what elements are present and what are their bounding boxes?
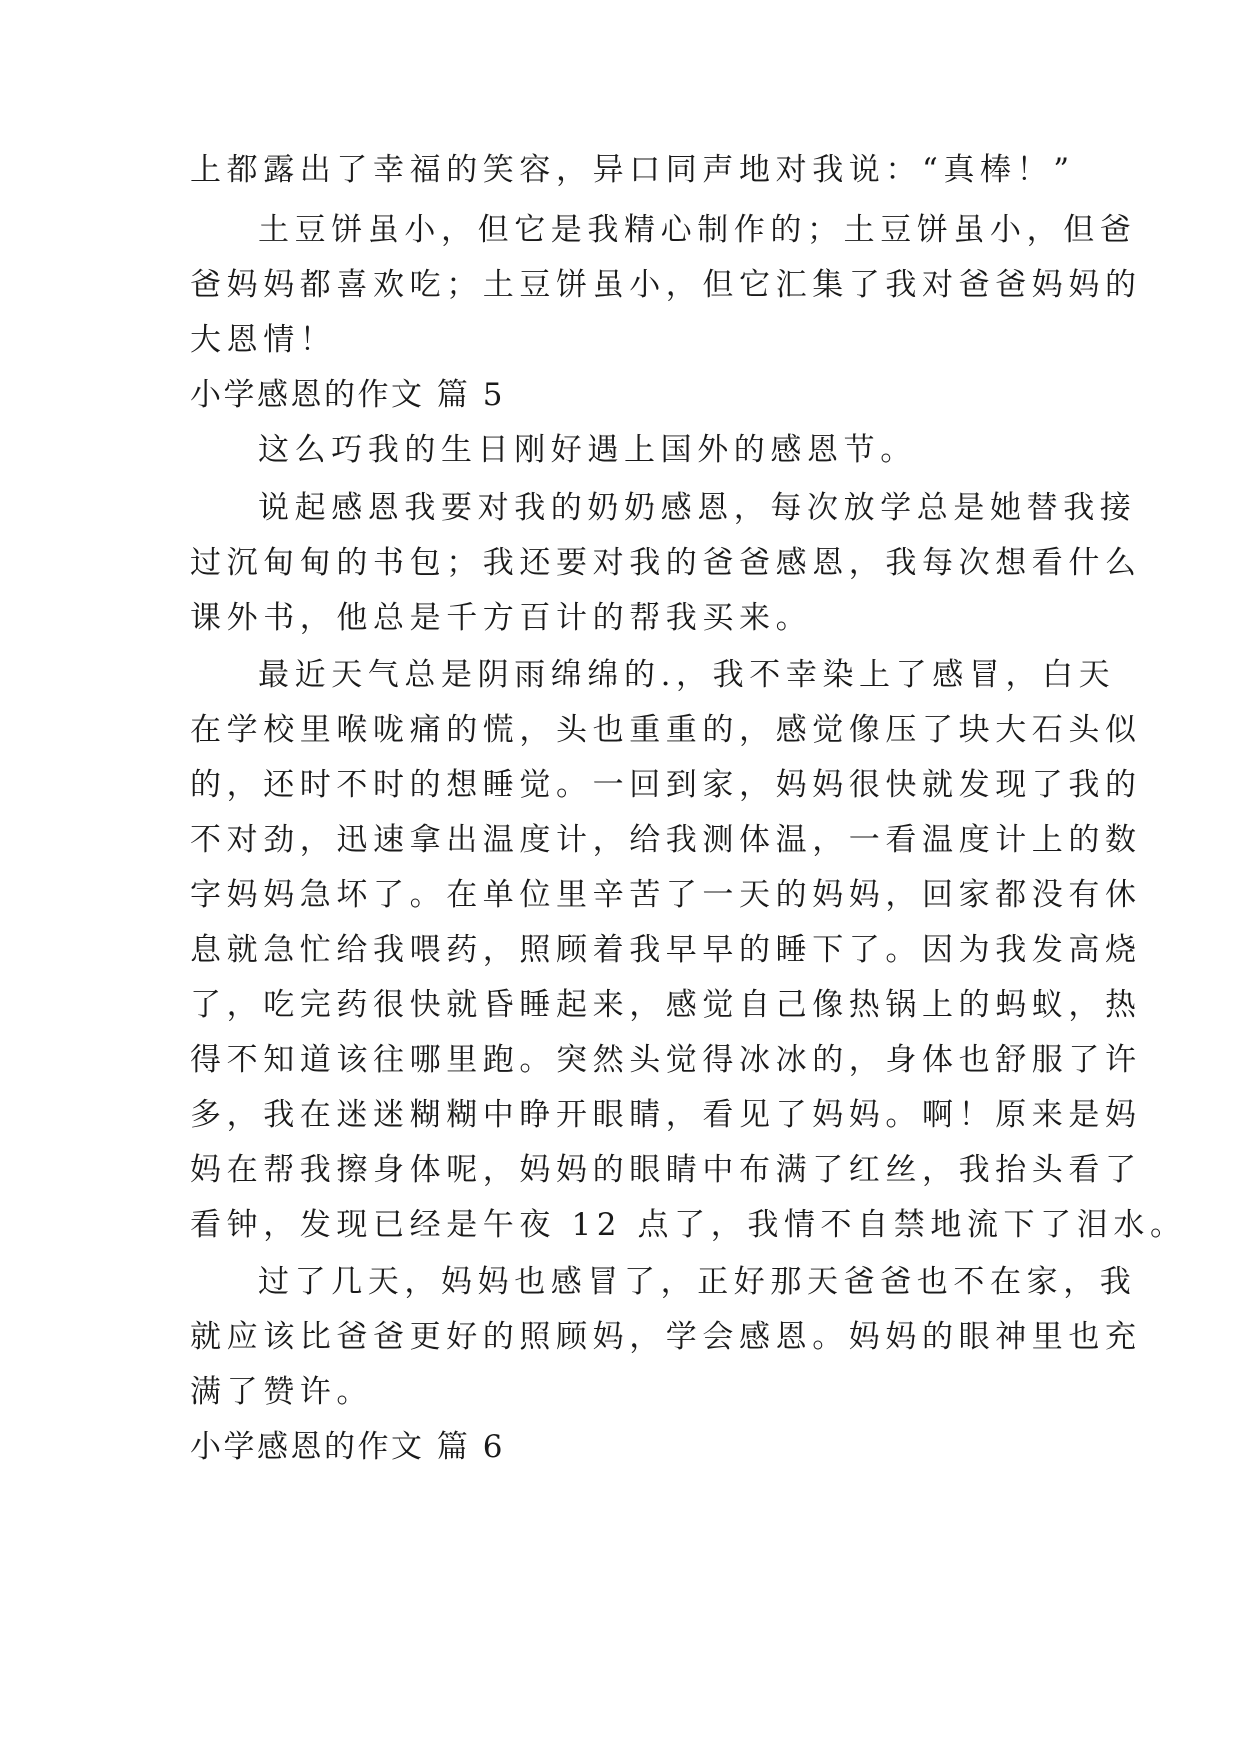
paragraph-first-line: 过了几天，妈妈也感冒了，正好那天爸爸也不在家，我 [258,1264,1137,1300]
text-line: 爸妈妈都喜欢吃；土豆饼虽小，但它汇集了我对爸爸妈妈的 [190,267,1142,303]
text-line: 课外书，他总是千方百计的帮我买来。 [190,600,813,636]
text-line: 息就急忙给我喂药，照顾着我早早的睡下了。因为我发高烧 [190,932,1142,968]
text-line: 多，我在迷迷糊糊中睁开眼睛，看见了妈妈。啊！原来是妈 [190,1097,1142,1133]
paragraph-first-line: 这么巧我的生日刚好遇上国外的感恩节。 [258,432,917,468]
paragraph-first-line: 最近天气总是阴雨绵绵的.，我不幸染上了感冒，白天 [258,657,1116,693]
section-heading-6: 小学感恩的作文 篇 6 [190,1429,505,1465]
paragraph-first-line: 说起感恩我要对我的奶奶感恩，每次放学总是她替我接 [258,490,1137,526]
text-line: 的，还时不时的想睡觉。一回到家，妈妈很快就发现了我的 [190,767,1142,803]
text-line: 大恩情！ [190,322,337,358]
section-heading-5: 小学感恩的作文 篇 5 [190,377,505,413]
text-line: 满了赞许。 [190,1374,373,1410]
text-line: 在学校里喉咙痛的慌，头也重重的，感觉像压了块大石头似 [190,712,1142,748]
text-line: 看钟，发现已经是午夜 12 点了，我情不自禁地流下了泪水。 [190,1207,1187,1243]
text-line: 上都露出了幸福的笑容，异口同声地对我说：“真棒！” [190,152,1075,188]
text-line: 字妈妈急坏了。在单位里辛苦了一天的妈妈，回家都没有休 [190,877,1142,913]
text-line: 妈在帮我擦身体呢，妈妈的眼睛中布满了红丝，我抬头看了 [190,1152,1142,1188]
text-line: 了，吃完药很快就昏睡起来，感觉自己像热锅上的蚂蚁，热 [190,987,1142,1023]
text-line: 就应该比爸爸更好的照顾妈，学会感恩。妈妈的眼神里也充 [190,1319,1142,1355]
text-line: 得不知道该往哪里跑。突然头觉得冰冰的，身体也舒服了许 [190,1042,1142,1078]
text-line: 不对劲，迅速拿出温度计，给我测体温，一看温度计上的数 [190,822,1142,858]
paragraph-first-line: 土豆饼虽小，但它是我精心制作的；土豆饼虽小，但爸 [258,212,1137,248]
text-line: 过沉甸甸的书包；我还要对我的爸爸感恩，我每次想看什么 [190,545,1142,581]
